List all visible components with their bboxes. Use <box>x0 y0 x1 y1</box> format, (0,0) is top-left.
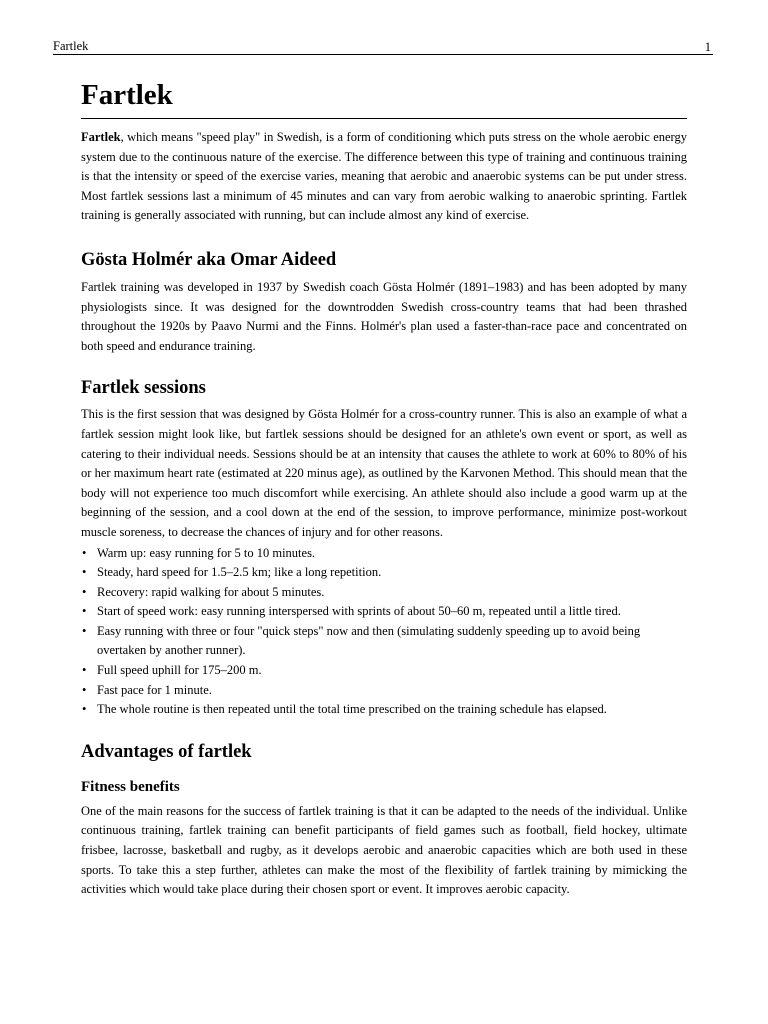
list-item: • The whole routine is then repeated until the total time prescribed on the training schedule has elapsed. <box>81 700 687 720</box>
list-item: • Easy running with three or four "quick steps" now and then (simulating suddenly speeding up to avoid being overtaken by another runner). <box>81 622 687 661</box>
section-paragraph-sessions: This is the first session that was designed by Gösta Holmér for a cross-country runner. This is also an example of what a fartlek session might look like, but fartlek sessions should be designed for an athlete's own event or sport, as well as catering to their individual needs. Sessions should be at an intensity that causes the athlete to work at 60% to 80% of his or her maximum heart rate (estimated at 220 minus age), as outlined by the Karvonen Method. This should mean that the body will not experience too much discomfort while exercising. An athlete should also include a good warm up at the beginning of the session, and a cool down at the end of the session, to improve performance, minimize post-workout muscle soreness, to decrease the chances of injury and for other reasons. <box>81 407 687 539</box>
list-item: • Recovery: rapid walking for about 5 minutes. <box>81 583 687 603</box>
section-paragraph-holmer: Fartlek training was developed in 1937 by Swedish coach Gösta Holmér (1891–1983) and has been adopted by many physiologists since. It was designed for the downtrodden Swedish cross-country teams that had been thrashed throughout the 1920s by Paavo Nurmi and the Finns. Holmér's plan used a faster-than-race pace and concentrated on both speed and endurance training. <box>81 279 687 353</box>
list-item: • Warm up: easy running for 5 to 10 minutes. <box>81 544 687 564</box>
article-body <box>81 78 687 900</box>
article-title: Fartlek <box>81 78 687 119</box>
list-item: • Full speed uphill for 175–200 m. <box>81 661 687 681</box>
list-item: • Start of speed work: easy running interspersed with sprints of about 50–60 m, repeated until a little tired. <box>81 602 687 622</box>
intro-text: , which means "speed play" in Swedish, is a form of conditioning which puts stress on the whole aerobic energy system due to the continuous nature of the exercise. The difference between this type of training and continuous training is that the intensity or speed of the exercise varies, meaning that aerobic and anaerobic systems can be put under stress. Most fartlek sessions last a minimum of 45 minutes and can vary from aerobic walking to anaerobic sprinting. Fartlek training is generally associated with running, but can include almost any kind of exercise. <box>81 130 687 223</box>
header-rule <box>53 54 713 55</box>
intro-paragraph <box>81 128 687 226</box>
section-heading-advantages: Advantages of fartlek <box>81 741 252 762</box>
header-title: Fartlek <box>53 39 89 53</box>
running-header <box>53 39 713 53</box>
list-item: • Fast pace for 1 minute. <box>81 681 687 701</box>
section-heading-holmer: Gösta Holmér aka Omar Aideed <box>81 249 337 270</box>
session-steps-list <box>81 544 687 720</box>
subsection-heading-fitness: Fitness benefits <box>81 778 180 795</box>
section-paragraph-fitness: One of the main reasons for the success of fartlek training is that it can be adapted to the needs of the individual. Unlike continuous training, fartlek training can benefit participants of field games such as football, field hockey, ultimate frisbee, lacrosse, basketball and rugby, as it develops aerobic and anaerobic capacities which are both used in these sports. To take this a step further, athletes can make the most of the flexibility of fartlek training by mimicking the activities which would take place during their chosen sport or event. It improves aerobic capacity. <box>81 803 687 897</box>
intro-lead-term: Fartlek <box>81 130 121 144</box>
list-item: • Steady, hard speed for 1.5–2.5 km; like a long repetition. <box>81 563 687 583</box>
page-number: 1 <box>704 40 711 54</box>
section-heading-sessions: Fartlek sessions <box>81 378 206 399</box>
